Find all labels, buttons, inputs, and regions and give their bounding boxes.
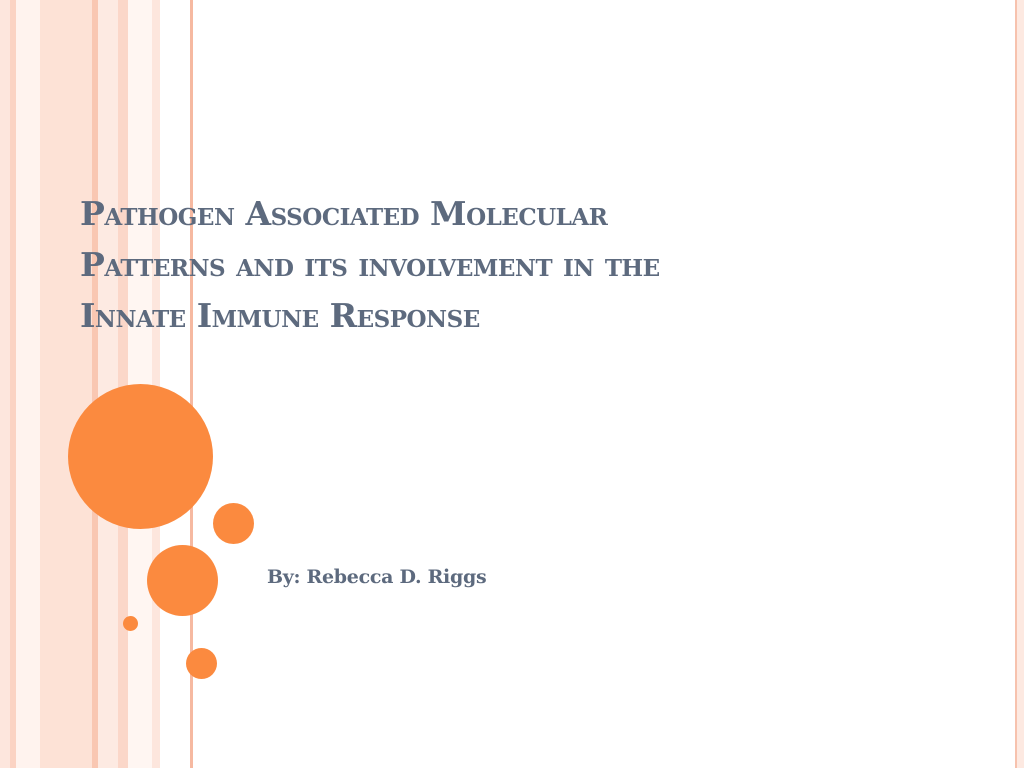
- decor-circle-small: [186, 648, 217, 679]
- decor-stripe: [40, 0, 92, 768]
- decor-stripe: [98, 0, 118, 768]
- decor-stripe: [152, 0, 160, 768]
- decor-right-border: [1017, 0, 1024, 768]
- decor-circle-small: [213, 503, 254, 544]
- decor-stripe: [16, 0, 40, 768]
- slide-title-line: Pathogen Associated Molecular: [80, 194, 608, 233]
- decor-circle-medium: [147, 545, 218, 616]
- decor-circle-tiny: [123, 616, 138, 631]
- slide-title-line: Innate Immune Response: [80, 296, 480, 335]
- slide-subtitle-author: By: Rebecca D. Riggs: [267, 566, 487, 588]
- slide-title: [80, 188, 980, 341]
- decor-circle-large: [68, 384, 213, 529]
- decor-stripe: [118, 0, 128, 768]
- slide-title-line: Patterns and its involvement in the: [80, 245, 660, 284]
- decor-stripe: [0, 0, 10, 768]
